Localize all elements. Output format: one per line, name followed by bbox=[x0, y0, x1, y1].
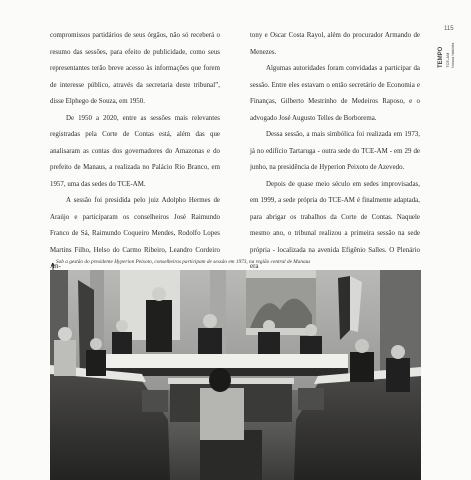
caption-arrow-icon bbox=[51, 258, 53, 266]
paragraph: Dessa sessão, a mais simbólica foi realizada em 1973, já no edifício Tartaruga - outra sede do TCE-AM - em 29 de junho, na presidência de Hyperion Peixoto de Azevedo. bbox=[250, 131, 420, 171]
running-header bbox=[430, 34, 470, 68]
running-header-line: Nossa história bbox=[450, 42, 455, 68]
running-header-line: TCE-AM bbox=[445, 52, 450, 68]
photo-caption: Sob a gestão do presidente Hyperion Peixoto, conselheiros participam de sessão em 1973, na região central de Manaus bbox=[56, 259, 311, 265]
running-header-brand: TEMPO bbox=[438, 46, 444, 68]
right-text-column bbox=[250, 28, 420, 276]
paragraph: compromissos partidários de seus órgãos, não só receberá o resumo das sessões, para efeito de publicidade, como seus representantes terão breve acesso às informações que forem de interesse público, através da secretaria deste tribunal”, disse Elphego de Souza, em 1950. bbox=[50, 32, 220, 105]
session-photo bbox=[50, 270, 421, 480]
session-photo-image bbox=[50, 270, 421, 480]
left-text-column bbox=[50, 28, 220, 276]
paragraph: A sessão foi presidida pelo juiz Adolpho Hermes de Araújo e participaram os conselheiros José Raimundo Franco de Sá, Raimundo Coqueiro Mendes, Rodolfo Lopes Martins Filho, Helso do Carmo Ribeiro, Leandro Cordeiro An- bbox=[50, 197, 220, 270]
page-number: 115 bbox=[444, 26, 454, 32]
paragraph: tony e Oscar Costa Rayol, além do procurador Armando de Menezes. bbox=[250, 32, 420, 56]
paragraph: De 1950 a 2020, entre as sessões mais relevantes registradas pela Corte de Contas está, além das que analisaram as contas dos governadores do Amazonas e do prefeito de Manaus, a realizada no Palácio Rio Branco, em 1957, uma das sedes do TCE-AM. bbox=[50, 114, 220, 188]
paragraph: Depois de quase meio século em sedes improvisadas, em 1999, a sede própria do TCE-AM é finalmente adaptada, para abrigar os trabalhos da Corte de Contas. Naquele mesmo ano, o tribunal realizou a primeira sessão na sede própria - localizada na avenida Efigênio Salles. O Plenário era bbox=[250, 180, 420, 270]
paragraph: Algumas autoridades foram convidadas a participar da sessão. Entre eles estavam o então secretário de Economia e Finanças, Gilberto Mestrinho de Medeiros Raposo, e o advogado José Augusto Telles de Borborema. bbox=[250, 65, 420, 122]
